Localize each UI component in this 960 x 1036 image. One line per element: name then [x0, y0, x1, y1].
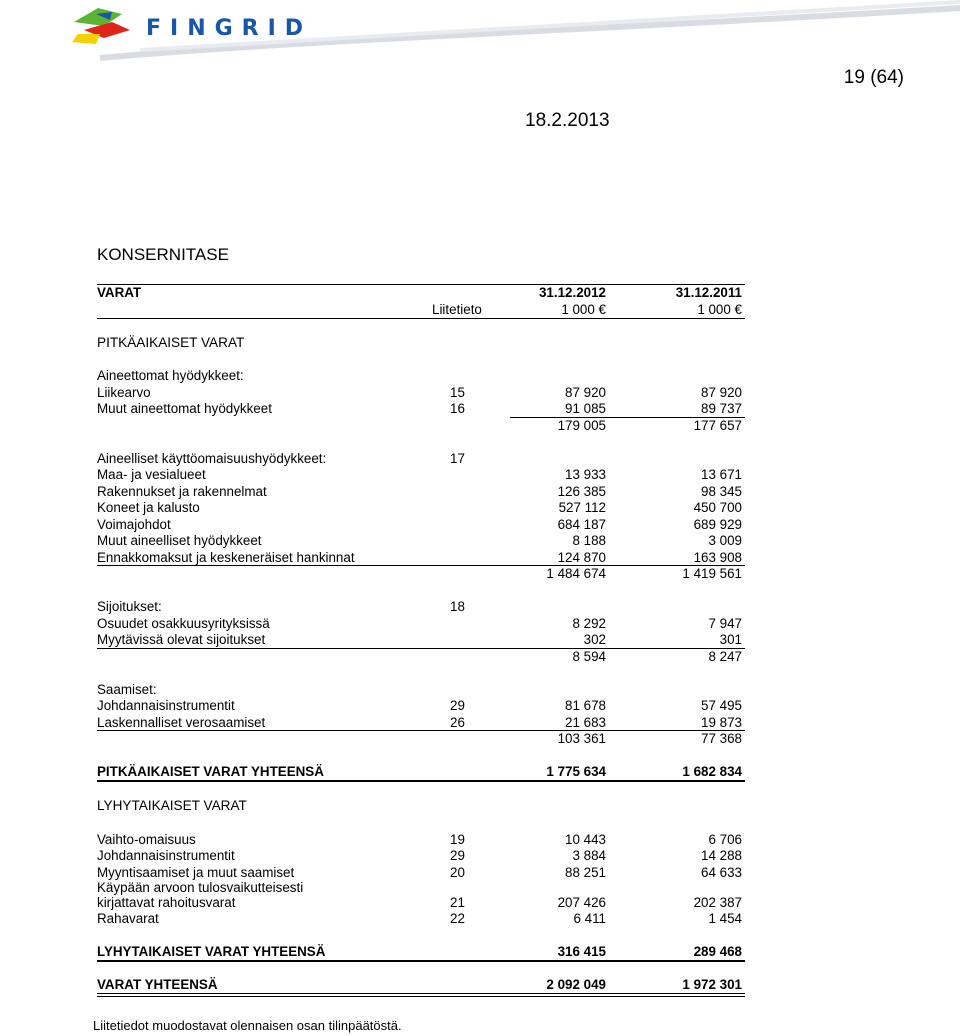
value-2012: 207 426 — [557, 895, 606, 910]
table-row — [0, 285, 960, 301]
value-2011: 1 972 301 — [682, 977, 742, 992]
value-2012: 124 870 — [557, 550, 606, 565]
row-label: Ennakkomaksut ja keskeneräiset hankinnat — [97, 550, 355, 565]
value-2011: 1 454 — [708, 911, 742, 926]
table-row — [0, 848, 960, 864]
value-2012: 88 251 — [565, 865, 606, 880]
row-note: 20 — [450, 865, 465, 880]
table-row — [0, 880, 960, 896]
value-2012: 87 920 — [565, 385, 606, 400]
row-label: Osuudet osakkuusyrityksissä — [97, 616, 270, 631]
table-row — [0, 451, 960, 467]
value-2012: 31.12.2012 — [538, 285, 606, 300]
value-2012: 316 415 — [557, 944, 606, 959]
value-2011: 3 009 — [708, 533, 742, 548]
table-rule — [97, 730, 745, 731]
row-note: 29 — [450, 698, 465, 713]
value-2012: 103 361 — [557, 731, 606, 746]
page-number: 19 (64) — [843, 67, 904, 88]
row-label: Koneet ja kalusto — [97, 500, 200, 515]
value-2012: 8 188 — [572, 533, 606, 548]
row-note: 17 — [450, 451, 465, 466]
row-label: LYHYTAIKAISET VARAT YHTEENSÄ — [97, 944, 326, 959]
table-row — [0, 715, 960, 731]
table-row — [0, 911, 960, 927]
value-2011: 7 947 — [708, 616, 742, 631]
value-2012: 1 484 674 — [546, 566, 606, 581]
table-row — [0, 368, 960, 384]
row-label: Aineettomat hyödykkeet: — [97, 368, 244, 383]
table-row — [0, 977, 960, 993]
table-rule — [97, 996, 745, 997]
value-2012: 8 594 — [572, 649, 606, 664]
table-row — [0, 698, 960, 714]
table-rule — [97, 284, 745, 285]
table-row — [0, 517, 960, 533]
table-row — [0, 335, 960, 351]
table-row — [0, 944, 960, 960]
value-2011: 163 908 — [693, 550, 742, 565]
table-row — [0, 895, 960, 911]
row-note: 15 — [450, 385, 465, 400]
table-rule — [97, 648, 745, 649]
table-row — [0, 467, 960, 483]
value-2012: 10 443 — [565, 832, 606, 847]
row-label: Muut aineettomat hyödykkeet — [97, 401, 272, 416]
row-note: 22 — [450, 911, 465, 926]
value-2011: 31.12.2011 — [675, 285, 742, 300]
row-label: Liikearvo — [97, 385, 151, 400]
table-row — [0, 798, 960, 814]
table-row — [0, 599, 960, 615]
row-label: Myytävissä olevat sijoitukset — [97, 632, 266, 647]
table-row — [0, 731, 960, 747]
table-row — [0, 682, 960, 698]
table-row — [0, 401, 960, 417]
row-label: Johdannaisinstrumentit — [97, 848, 235, 863]
table-rule — [97, 780, 745, 782]
row-label: Laskennalliset verosaamiset — [97, 715, 266, 730]
table-row — [0, 865, 960, 881]
row-label: Vaihto-omaisuus — [97, 832, 196, 847]
table-row — [0, 764, 960, 780]
table-row — [0, 385, 960, 401]
row-label: Käypään arvoon tulosvaikutteisesti — [97, 880, 304, 895]
value-2011: 77 368 — [701, 731, 742, 746]
value-2012: 81 678 — [565, 698, 606, 713]
value-2011: 1 000 € — [697, 302, 742, 317]
value-2012: 8 292 — [572, 616, 606, 631]
value-2011: 89 737 — [701, 401, 742, 416]
row-note: 26 — [450, 715, 465, 730]
row-label: LYHYTAIKAISET VARAT — [97, 798, 247, 813]
value-2012: 1 000 € — [561, 302, 606, 317]
table-rule — [97, 565, 745, 566]
value-2012: 6 411 — [573, 911, 606, 926]
value-2011: 98 345 — [701, 484, 742, 499]
row-label: Myyntisaamiset ja muut saamiset — [97, 865, 295, 880]
value-2012: 684 187 — [557, 517, 606, 532]
table-rule — [97, 318, 745, 319]
row-label: Muut aineelliset hyödykkeet — [97, 533, 262, 548]
value-2012: 126 385 — [557, 484, 606, 499]
value-2012: 13 933 — [565, 467, 606, 482]
value-2012: 1 775 634 — [546, 764, 606, 779]
table-row — [0, 632, 960, 648]
row-label: Sijoitukset: — [97, 599, 162, 614]
row-note: 18 — [450, 599, 465, 614]
value-2012: 3 884 — [572, 848, 606, 863]
row-label: Voimajohdot — [97, 517, 171, 532]
value-2011: 289 468 — [693, 944, 742, 959]
table-row — [0, 533, 960, 549]
value-2012: 91 085 — [565, 401, 606, 416]
table-rule — [97, 993, 745, 994]
page-heading: KONSERNITASE — [97, 245, 229, 264]
row-label: Saamiset: — [97, 682, 157, 697]
value-2011: 202 387 — [693, 895, 742, 910]
row-label: VARAT YHTEENSÄ — [97, 977, 218, 992]
table-row — [0, 550, 960, 566]
row-label: VARAT — [97, 285, 142, 300]
value-2012: 2 092 049 — [546, 977, 606, 992]
value-2012: 179 005 — [557, 418, 606, 433]
table-rule — [97, 960, 745, 962]
value-2011: 13 671 — [701, 467, 742, 482]
row-label: PITKÄAIKAISET VARAT — [97, 335, 245, 350]
row-label: Aineelliset käyttöomaisuushyödykkeet: — [97, 451, 327, 466]
table-row — [0, 484, 960, 500]
value-2011: 1 419 561 — [682, 566, 742, 581]
table-row — [0, 616, 960, 632]
value-2011: 177 657 — [693, 418, 742, 433]
row-note: 19 — [450, 832, 465, 847]
value-2011: 8 247 — [708, 649, 742, 664]
logo-text: FINGRID — [146, 16, 313, 41]
value-2011: 1 682 834 — [682, 764, 742, 779]
row-label: Rahavarat — [97, 911, 159, 926]
value-2011: 19 873 — [701, 715, 742, 730]
value-2011: 301 — [719, 632, 742, 647]
row-note: 29 — [450, 848, 465, 863]
table-row — [0, 566, 960, 582]
value-2012: 21 683 — [565, 715, 606, 730]
table-row — [0, 302, 960, 318]
table-row — [0, 500, 960, 516]
row-note: Liitetieto — [432, 302, 482, 317]
row-note: 16 — [450, 401, 465, 416]
value-2012: 302 — [583, 632, 606, 647]
document-date: 18.2.2013 — [525, 110, 610, 131]
row-label: Johdannaisinstrumentit — [97, 698, 235, 713]
value-2012: 527 112 — [558, 500, 606, 515]
row-label: PITKÄAIKAISET VARAT YHTEENSÄ — [97, 764, 324, 779]
row-label: Rakennukset ja rakennelmat — [97, 484, 267, 499]
row-label: kirjattavat rahoitusvarat — [97, 895, 236, 910]
table-row — [0, 418, 960, 434]
table-row — [0, 832, 960, 848]
row-label: Maa- ja vesialueet — [97, 467, 206, 482]
value-2011: 14 288 — [701, 848, 742, 863]
value-2011: 87 920 — [701, 385, 742, 400]
footer-note: Liitetiedot muodostavat olennaisen osan tilinpäätöstä. — [93, 1018, 402, 1033]
value-2011: 450 700 — [693, 500, 742, 515]
table-rule — [510, 417, 745, 418]
value-2011: 64 633 — [701, 865, 742, 880]
value-2011: 57 495 — [701, 698, 742, 713]
value-2011: 689 929 — [693, 517, 742, 532]
table-row — [0, 649, 960, 665]
value-2011: 6 706 — [708, 832, 742, 847]
row-note: 21 — [450, 895, 465, 910]
